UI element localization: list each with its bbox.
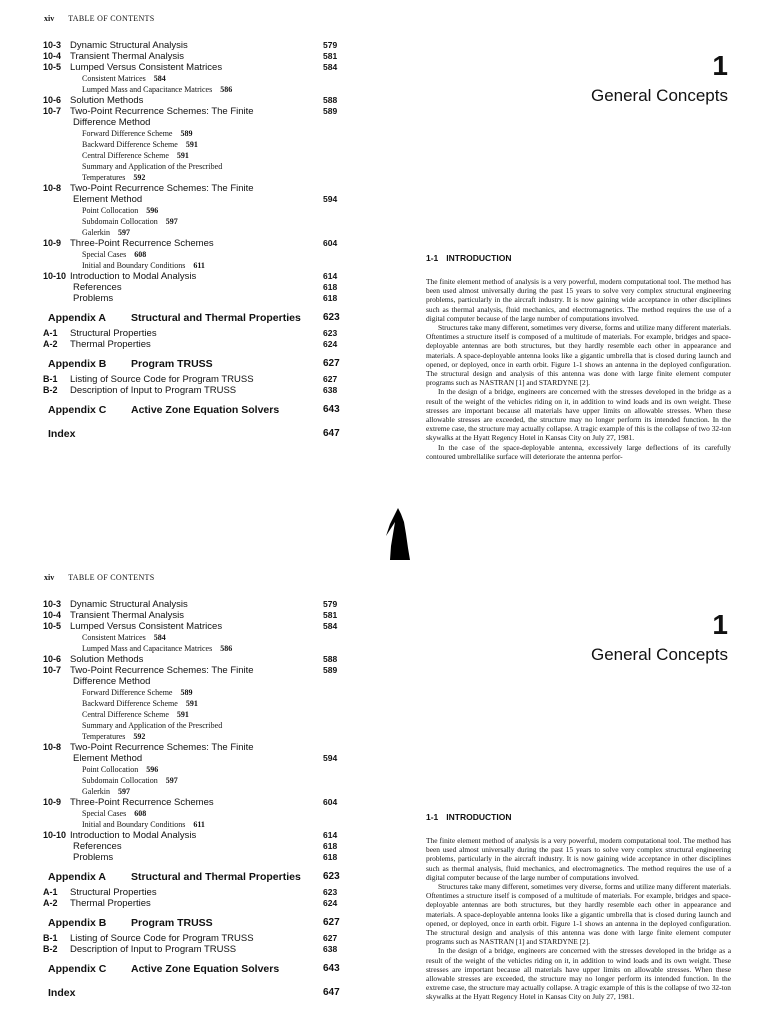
- toc-entry: [43, 898, 363, 909]
- toc-subentry: [43, 775, 363, 786]
- toc-entry: [43, 271, 363, 282]
- toc-page-number: 614: [323, 830, 338, 840]
- subentry-title: Point Collocation: [82, 765, 139, 774]
- toc-subentry: [43, 643, 363, 654]
- subentry: [82, 249, 146, 260]
- subentry-title: Point Collocation: [82, 206, 139, 215]
- toc-page-number: 581: [323, 610, 338, 620]
- toc-appendix-entry: [43, 867, 363, 887]
- paragraph: Structures take many different, sometimes very diverse, forms and utilize many different materials. Oftentimes a structure itself is composed of a multitude of materials. For example, bridges and space-deployable antennas are both structures, but they hardly resemble each other in appearance and materials. A space-deployable antenna looks like a gigantic umbrella that is closed during launch and opened, or deployed, once in earth orbit. Figure 1-1 shows an antenna in the deployed configuration. The structural design and analysis of this antenna was done with large finite element computer programs such as NASTRAN [1] and STARDYNE [2].: [426, 882, 732, 947]
- section-number: 10-6: [43, 654, 62, 664]
- toc-page-number: 623: [323, 328, 338, 338]
- section-number: 10-7: [43, 106, 62, 116]
- section-number: 10-4: [43, 51, 62, 61]
- section-number: 10-5: [43, 62, 62, 72]
- toc-subentry: [43, 786, 363, 797]
- section-heading: [426, 812, 511, 822]
- entry-title: Thermal Properties: [70, 339, 151, 350]
- toc-entry: [43, 51, 363, 62]
- toc-entry-continuation: [43, 293, 363, 304]
- toc-page-number: 589: [323, 665, 338, 675]
- toc-appendix-entry: [43, 308, 363, 328]
- subentry: [82, 84, 232, 95]
- toc-entry: [43, 40, 363, 51]
- appendix-title: Structural and Thermal Properties: [131, 312, 301, 324]
- page-number: xiv: [44, 573, 55, 582]
- toc-entry: [43, 665, 363, 676]
- toc-page-number: 594: [323, 753, 338, 763]
- toc-page-number: 623: [323, 871, 340, 882]
- appendix-title: Structural and Thermal Properties: [131, 871, 301, 883]
- subentry: [82, 775, 178, 786]
- section-number: A-1: [43, 328, 58, 338]
- toc-page-number: 588: [323, 95, 338, 105]
- toc-entry: [43, 742, 363, 753]
- chapter-number: 1: [712, 609, 728, 640]
- chapter-number: 1: [712, 50, 728, 81]
- toc-appendix-entry: [43, 354, 363, 374]
- entry-title: Listing of Source Code for Program TRUSS: [70, 374, 254, 385]
- toc-page-number: 604: [323, 238, 338, 248]
- section-number: 10-10: [43, 830, 67, 840]
- section-number: B-1: [43, 374, 58, 384]
- toc-entry: [43, 797, 363, 808]
- entry-title: References: [73, 282, 122, 293]
- toc-page-number: 597: [118, 787, 130, 796]
- subentry-title: Forward Difference Scheme: [82, 129, 173, 138]
- entry-title: Difference Method: [73, 676, 151, 687]
- subentry: [82, 731, 145, 742]
- toc-entry: [43, 654, 363, 665]
- toc-entry: [43, 339, 363, 350]
- entry-title: Lumped Versus Consistent Matrices: [70, 621, 223, 632]
- toc-page-number: 589: [180, 688, 193, 697]
- toc-page-number: 581: [323, 51, 338, 61]
- subentry: [82, 687, 192, 698]
- running-header: [44, 573, 154, 582]
- toc-page-number: 627: [323, 917, 340, 928]
- subentry: [82, 819, 205, 830]
- toc-page-number: 647: [323, 428, 340, 439]
- toc-subentry: [43, 808, 363, 819]
- entry-title: Three-Point Recurrence Schemes: [70, 238, 214, 249]
- toc-subentry: [43, 216, 363, 227]
- section-title: INTRODUCTION: [446, 253, 512, 263]
- toc-page-number: 638: [323, 944, 338, 954]
- subentry-title: Subdomain Collocation: [82, 217, 158, 226]
- subentry-title: Central Difference Scheme: [82, 710, 169, 719]
- toc-page-number: 624: [323, 898, 338, 908]
- subentry-title: Summary and Application of the Prescribed: [82, 721, 223, 730]
- toc-page-number: 586: [220, 85, 233, 94]
- appendix-label: Appendix C: [48, 404, 107, 416]
- toc-page-number: 643: [323, 404, 340, 415]
- toc-entry-continuation: [43, 676, 363, 687]
- section-number: 1-1: [426, 812, 439, 822]
- section-number: 10-5: [43, 621, 62, 631]
- toc-page-number: 584: [323, 62, 338, 72]
- subentry: [82, 216, 178, 227]
- toc-page-number: 579: [323, 599, 338, 609]
- paragraph: In the design of a bridge, engineers are concerned with the stresses developed in the bridge as a result of the weight of the vehicles riding on it, in addition to wind loads and its own weight. These stresses are important because all materials have upper limits on allowable stresses. When these allowable stresses are exceeded, the structure may no longer perform its intended function. In the extreme case, the structure may actually collapse. A tragic example of this is the collapse of two 32-ton skywalks at the Hyatt Regency Hotel in Kansas City on July 27, 1981.: [426, 387, 731, 443]
- section-number: 10-8: [43, 183, 62, 193]
- toc-page-number: 591: [185, 699, 198, 708]
- subentry: [82, 786, 130, 797]
- running-header: [44, 14, 154, 23]
- toc-subentry: [43, 632, 363, 643]
- subentry-title: Galerkin: [82, 787, 110, 796]
- toc-page-number: 588: [323, 654, 338, 664]
- entry-title: Solution Methods: [70, 654, 144, 665]
- subentry: [82, 632, 166, 643]
- toc-subentry: [43, 150, 363, 161]
- section-number: 10-3: [43, 40, 62, 50]
- toc-subentry: [43, 687, 363, 698]
- subentry-title: Forward Difference Scheme: [82, 688, 173, 697]
- entry-title: Problems: [73, 852, 114, 863]
- appendix-label: Appendix A: [48, 871, 106, 883]
- entry-title: Dynamic Structural Analysis: [70, 40, 188, 51]
- toc-page-number: 591: [176, 710, 189, 719]
- toc-page-number: 611: [193, 261, 205, 270]
- subentry-title: Central Difference Scheme: [82, 151, 169, 160]
- section-number: A-2: [43, 339, 58, 349]
- section-number: 10-3: [43, 599, 62, 609]
- toc-page-number: 618: [323, 852, 338, 862]
- subentry-title: Lumped Mass and Capacitance Matrices: [82, 85, 213, 94]
- toc-page-number: 596: [146, 206, 159, 215]
- toc-subentry: [43, 84, 363, 95]
- toc-page-number: 594: [323, 194, 338, 204]
- toc-entry: [43, 944, 363, 955]
- toc-page-number: 627: [323, 358, 340, 369]
- paragraph: Structures take many different, sometimes very diverse, forms and utilize many different materials. Oftentimes a structure itself is composed of a multitude of materials. For example, bridges and space-deployable antennas are both structures, but they hardly resemble each other in appearance and materials. A space-deployable antenna looks like a gigantic umbrella that is closed during launch and opened, or deployed, once in earth orbit. Figure 1-1 shows an antenna in the deployed configuration. The structural design and analysis of this antenna was done with large finite element computer programs such as NASTRAN [1] and STARDYNE [2].: [426, 323, 732, 388]
- entry-title: Dynamic Structural Analysis: [70, 599, 188, 610]
- appendix-title: Active Zone Equation Solvers: [131, 963, 280, 975]
- table-of-contents: [43, 40, 363, 444]
- toc-entry: [43, 238, 363, 249]
- toc-entry: [43, 933, 363, 944]
- section-number: A-1: [43, 887, 58, 897]
- entry-title: Three-Point Recurrence Schemes: [70, 797, 214, 808]
- toc-subentry: [43, 698, 363, 709]
- toc-page-number: 643: [323, 963, 340, 974]
- toc-page-number: 584: [323, 621, 338, 631]
- entry-title: Introduction to Modal Analysis: [70, 271, 197, 282]
- entry-title: Description of Input to Program TRUSS: [70, 385, 237, 396]
- subentry-title: Summary and Application of the Prescribed: [82, 162, 223, 171]
- entry-title: Lumped Versus Consistent Matrices: [70, 62, 223, 73]
- header-title: TABLE OF CONTENTS: [68, 573, 155, 582]
- appendix-label: Appendix C: [48, 963, 107, 975]
- entry-title: Element Method: [73, 194, 143, 205]
- appendix-label: Index: [48, 987, 76, 999]
- toc-subentry: [43, 161, 363, 172]
- toc-entry-continuation: [43, 841, 363, 852]
- section-number: B-2: [43, 385, 58, 395]
- toc-subentry: [43, 205, 363, 216]
- subentry: [82, 698, 198, 709]
- subentry: [82, 128, 192, 139]
- paragraph: The finite element method of analysis is a very powerful, modern computational tool. The method has been used almost universally during the past 15 years to solve very complex structural engineering problems, particularly in the aircraft industry. It is now gaining wide acceptance in other disciplines such as thermal analysis, fluid mechanics, and electromagnetics. The method requires the use of a digital computer because of the large number of computations involved.: [426, 277, 731, 323]
- appendix-title: Program TRUSS: [131, 917, 213, 929]
- subentry-title: Temperatures: [82, 173, 126, 182]
- scan-ink-blot: [386, 508, 410, 560]
- toc-entry: [43, 328, 363, 339]
- subentry: [82, 73, 166, 84]
- appendix-label: Index: [48, 428, 76, 440]
- paragraph: The finite element method of analysis is a very powerful, modern computational tool. The method has been used almost universally during the past 15 years to solve very complex structural engineering problems, particularly in the aircraft industry. It is now gaining wide acceptance in other disciplines such as thermal analysis, fluid mechanics, and electromagnetics. The method requires the use of a digital computer because of the large number of computations involved.: [426, 836, 731, 882]
- entry-title: References: [73, 841, 122, 852]
- section-number: A-2: [43, 898, 58, 908]
- body-text: [426, 277, 731, 461]
- section-title: INTRODUCTION: [446, 812, 512, 822]
- toc-page-number: 608: [134, 250, 147, 259]
- subentry-title: Backward Difference Scheme: [82, 140, 178, 149]
- toc-page-number: 618: [323, 293, 338, 303]
- entry-title: Structural Properties: [70, 887, 157, 898]
- toc-entry-continuation: [43, 852, 363, 863]
- entry-title: Two-Point Recurrence Schemes: The Finite: [70, 183, 254, 194]
- toc-page-number: 597: [165, 776, 178, 785]
- toc-page-number: 638: [323, 385, 338, 395]
- subentry: [82, 643, 232, 654]
- subentry-title: Special Cases: [82, 250, 127, 259]
- toc-page-number: 592: [133, 173, 146, 182]
- subentry-title: Consistent Matrices: [82, 74, 146, 83]
- section-number: 10-7: [43, 665, 62, 675]
- toc-appendix-entry: [43, 959, 363, 979]
- toc-page-number: 597: [165, 217, 178, 226]
- toc-subentry: [43, 128, 363, 139]
- toc-subentry: [43, 819, 363, 830]
- appendix-title: Program TRUSS: [131, 358, 213, 370]
- appendix-label: Appendix B: [48, 917, 107, 929]
- appendix-label: Appendix B: [48, 358, 107, 370]
- toc-page-number: 611: [193, 820, 205, 829]
- toc-page-number: 589: [323, 106, 338, 116]
- subentry-title: Initial and Boundary Conditions: [82, 261, 186, 270]
- toc-page-number: 596: [146, 765, 159, 774]
- toc-page-number: 589: [180, 129, 193, 138]
- toc-entry: [43, 95, 363, 106]
- entry-title: Description of Input to Program TRUSS: [70, 944, 237, 955]
- toc-page-number: 627: [323, 374, 338, 384]
- entry-title: Solution Methods: [70, 95, 144, 106]
- subentry-title: Special Cases: [82, 809, 127, 818]
- toc-page-number: 592: [133, 732, 146, 741]
- entry-title: Transient Thermal Analysis: [70, 610, 185, 621]
- header-title: TABLE OF CONTENTS: [68, 14, 155, 23]
- entry-title: Transient Thermal Analysis: [70, 51, 185, 62]
- section-number: B-1: [43, 933, 58, 943]
- section-number: 10-10: [43, 271, 67, 281]
- toc-page-number: 608: [134, 809, 147, 818]
- subentry: [82, 227, 130, 238]
- toc-page-number: 618: [323, 841, 338, 851]
- toc-page-number: 597: [118, 228, 130, 237]
- subentry-title: Initial and Boundary Conditions: [82, 820, 186, 829]
- toc-entry: [43, 183, 363, 194]
- section-number: 10-8: [43, 742, 62, 752]
- entry-title: Thermal Properties: [70, 898, 151, 909]
- toc-subentry: [43, 249, 363, 260]
- section-number: 10-9: [43, 797, 62, 807]
- chapter-title: General Concepts: [590, 86, 728, 105]
- toc-entry-continuation: [43, 753, 363, 764]
- entry-title: Element Method: [73, 753, 143, 764]
- section-number: 1-1: [426, 253, 439, 263]
- toc-page-number: 591: [176, 151, 189, 160]
- table-of-contents: [43, 599, 363, 1003]
- entry-title: Listing of Source Code for Program TRUSS: [70, 933, 254, 944]
- toc-appendix-entry: [43, 983, 363, 1003]
- toc-subentry: [43, 260, 363, 271]
- toc-page-number: 584: [153, 633, 166, 642]
- subentry-title: Galerkin: [82, 228, 110, 237]
- appendix-title: Active Zone Equation Solvers: [131, 404, 280, 416]
- toc-page-number: 604: [323, 797, 338, 807]
- subentry: [82, 260, 205, 271]
- entry-title: Two-Point Recurrence Schemes: The Finite: [70, 665, 254, 676]
- entry-title: Difference Method: [73, 117, 151, 128]
- toc-subentry: [43, 764, 363, 775]
- toc-entry: [43, 106, 363, 117]
- subentry-title: Subdomain Collocation: [82, 776, 158, 785]
- toc-subentry: [43, 709, 363, 720]
- toc-page-number: 623: [323, 312, 340, 323]
- toc-page-number: 584: [153, 74, 166, 83]
- entry-title: Two-Point Recurrence Schemes: The Finite: [70, 106, 254, 117]
- toc-page-number: 647: [323, 987, 340, 998]
- toc-appendix-entry: [43, 913, 363, 933]
- toc-appendix-entry: [43, 400, 363, 420]
- toc-subentry: [43, 172, 363, 183]
- paragraph: In the design of a bridge, engineers are concerned with the stresses developed in the bridge as a result of the weight of the vehicles riding on it, in addition to wind loads and its own weight. These stresses are important because all materials have upper limits on allowable stresses. When these allowable stresses are exceeded, the structure may no longer perform its intended function. In the extreme case, the structure may actually collapse. A tragic example of this is the collapse of two 32-ton skywalks at the Hyatt Regency Hotel in Kansas City on July 27, 1981.: [426, 946, 731, 1002]
- toc-page-number: 618: [323, 282, 338, 292]
- entry-title: Structural Properties: [70, 328, 157, 339]
- subentry: [82, 139, 198, 150]
- section-number: 10-6: [43, 95, 62, 105]
- toc-subentry: [43, 73, 363, 84]
- toc-subentry: [43, 139, 363, 150]
- toc-entry: [43, 599, 363, 610]
- toc-entry: [43, 830, 363, 841]
- toc-appendix-entry: [43, 424, 363, 444]
- section-heading: [426, 253, 511, 263]
- section-number: 10-9: [43, 238, 62, 248]
- toc-entry: [43, 621, 363, 632]
- subentry: [82, 205, 158, 216]
- toc-subentry: [43, 731, 363, 742]
- toc-entry: [43, 610, 363, 621]
- toc-page-number: 586: [220, 644, 233, 653]
- subentry-title: Lumped Mass and Capacitance Matrices: [82, 644, 213, 653]
- toc-page-number: 614: [323, 271, 338, 281]
- page-number: xiv: [44, 14, 55, 23]
- toc-entry-continuation: [43, 194, 363, 205]
- toc-page-number: 579: [323, 40, 338, 50]
- paragraph: In the case of the space-deployable antenna, excessively large deflections of its carefully contoured umbrellalike surface will deteriorate the antenna perfor-: [426, 442, 731, 461]
- subentry: [82, 172, 145, 183]
- toc-entry-continuation: [43, 117, 363, 128]
- toc-entry: [43, 385, 363, 396]
- entry-title: Two-Point Recurrence Schemes: The Finite: [70, 742, 254, 753]
- subentry-title: Consistent Matrices: [82, 633, 146, 642]
- appendix-label: Appendix A: [48, 312, 106, 324]
- subentry: [82, 709, 189, 720]
- toc-subentry: [43, 227, 363, 238]
- page-spread-bottom: [0, 559, 768, 1024]
- entry-title: Problems: [73, 293, 114, 304]
- toc-entry: [43, 62, 363, 73]
- subentry: [82, 150, 189, 161]
- toc-entry: [43, 887, 363, 898]
- toc-page-number: 623: [323, 887, 338, 897]
- toc-page-number: 591: [185, 140, 198, 149]
- toc-entry: [43, 374, 363, 385]
- section-number: B-2: [43, 944, 58, 954]
- subentry: [82, 764, 158, 775]
- subentry: [82, 808, 146, 819]
- subentry-title: Temperatures: [82, 732, 126, 741]
- entry-title: Introduction to Modal Analysis: [70, 830, 197, 841]
- subentry-title: Backward Difference Scheme: [82, 699, 178, 708]
- section-number: 10-4: [43, 610, 62, 620]
- toc-entry-continuation: [43, 282, 363, 293]
- chapter-title: General Concepts: [590, 645, 728, 664]
- toc-page-number: 627: [323, 933, 338, 943]
- toc-subentry: [43, 720, 363, 731]
- body-text: [426, 836, 731, 1002]
- toc-page-number: 624: [323, 339, 338, 349]
